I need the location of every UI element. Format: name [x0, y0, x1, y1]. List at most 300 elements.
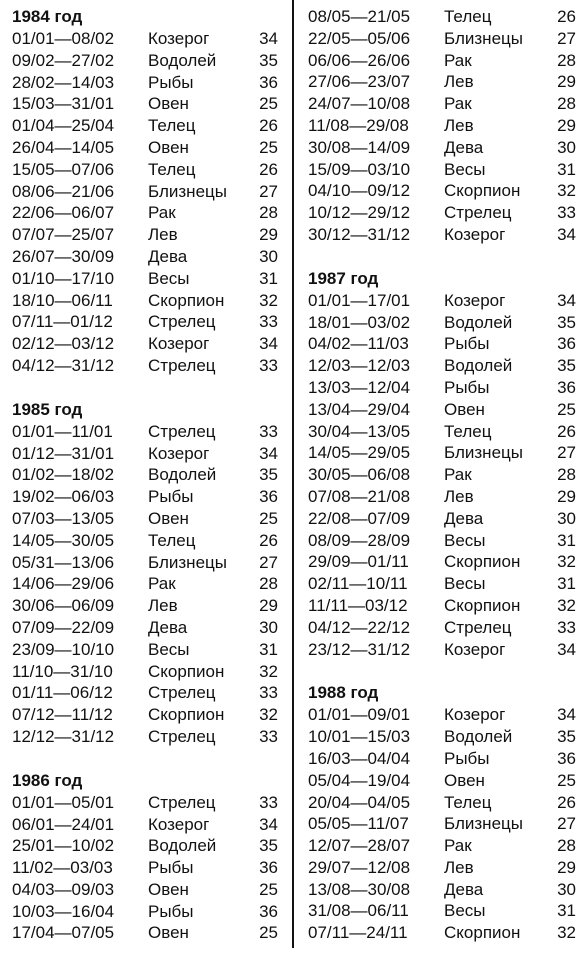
table-row [12, 530, 287, 552]
sign-number: 25 [259, 879, 278, 899]
table-row [12, 421, 287, 443]
date-range: 15/09—03/10 [308, 159, 411, 179]
sign-number: 36 [259, 858, 278, 878]
table-row [12, 246, 287, 268]
zodiac-sign: Дева [148, 246, 188, 266]
table-row [12, 181, 287, 203]
table-row [12, 486, 287, 508]
table-row [308, 421, 580, 443]
table-row [12, 617, 287, 639]
date-range: 01/02—18/02 [12, 465, 115, 485]
zodiac-sign: Стрелец [148, 726, 216, 746]
sign-number: 26 [259, 116, 278, 136]
date-range: 30/06—06/09 [12, 596, 115, 616]
date-range: 11/10—31/10 [12, 661, 113, 681]
date-range: 30/05—06/08 [308, 465, 411, 485]
date-range: 01/01—05/01 [12, 792, 115, 812]
sign-number: 27 [557, 28, 576, 48]
sign-number: 35 [259, 836, 278, 856]
table-row [12, 464, 287, 486]
zodiac-sign: Водолей [148, 465, 217, 485]
sign-number: 29 [259, 596, 278, 616]
zodiac-sign: Козерог [444, 639, 506, 659]
date-range: 05/31—13/06 [12, 552, 115, 572]
date-range: 04/03—09/03 [12, 879, 115, 899]
date-range: 17/04—07/05 [12, 923, 115, 943]
sign-number: 34 [259, 334, 278, 354]
table-row [308, 50, 580, 72]
zodiac-sign: Рак [444, 836, 472, 856]
table-row [12, 552, 287, 574]
table-row [308, 551, 580, 573]
table-row [12, 573, 287, 595]
zodiac-sign: Весы [444, 530, 486, 550]
table-row [308, 792, 580, 814]
section-gap [12, 748, 287, 770]
table-row [12, 268, 287, 290]
zodiac-sign: Овен [148, 508, 189, 528]
zodiac-sign: Козерог [148, 443, 210, 463]
date-range: 14/05—29/05 [308, 443, 411, 463]
table-row [308, 530, 580, 552]
table-row [308, 508, 580, 530]
table-row [308, 813, 580, 835]
sign-number: 25 [259, 923, 278, 943]
zodiac-sign: Весы [148, 268, 190, 288]
date-range: 22/06—06/07 [12, 203, 115, 223]
date-range: 05/05—11/07 [308, 814, 409, 834]
date-range: 04/12—31/12 [12, 355, 115, 375]
table-row [12, 115, 287, 137]
date-range: 13/04—29/04 [308, 399, 411, 419]
sign-number: 35 [259, 50, 278, 70]
zodiac-sign: Лев [444, 486, 474, 506]
zodiac-sign: Дева [444, 137, 484, 157]
table-row [308, 573, 580, 595]
date-range: 18/01—03/02 [308, 312, 411, 332]
zodiac-sign: Стрелец [444, 203, 512, 223]
sign-number: 28 [557, 94, 576, 114]
zodiac-sign: Скорпион [148, 661, 225, 681]
date-range: 31/08—06/11 [308, 901, 409, 921]
table-row [308, 748, 580, 770]
zodiac-sign: Лев [444, 115, 474, 135]
date-range: 10/01—15/03 [308, 727, 411, 747]
zodiac-sign: Лев [148, 225, 178, 245]
date-range: 02/12—03/12 [12, 334, 115, 354]
sign-number: 32 [557, 552, 576, 572]
sign-number: 36 [557, 377, 576, 397]
zodiac-sign: Овен [148, 879, 189, 899]
table-row [308, 137, 580, 159]
sign-number: 26 [557, 421, 576, 441]
date-range: 29/07—12/08 [308, 857, 411, 877]
zodiac-sign: Рыбы [148, 901, 194, 921]
table-row [12, 93, 287, 115]
table-row [308, 355, 580, 377]
sign-number: 36 [557, 334, 576, 354]
table-row [308, 442, 580, 464]
table-row [308, 617, 580, 639]
date-range: 08/09—28/09 [308, 530, 411, 550]
table-row [12, 311, 287, 333]
table-row [12, 443, 287, 465]
section-gap [308, 246, 580, 268]
zodiac-sign: Водолей [148, 836, 217, 856]
zodiac-sign: Скорпион [444, 181, 521, 201]
zodiac-sign: Водолей [444, 312, 513, 332]
sign-number: 36 [557, 748, 576, 768]
date-range: 12/03—12/03 [308, 356, 411, 376]
sign-number: 36 [259, 901, 278, 921]
zodiac-sign: Телец [444, 7, 492, 26]
date-range: 30/12—31/12 [308, 224, 411, 244]
date-range: 10/12—29/12 [308, 203, 411, 223]
sign-number: 31 [557, 901, 576, 921]
date-range: 07/08—21/08 [308, 486, 411, 506]
year-heading: 1985 год [12, 399, 83, 419]
sign-number: 25 [259, 137, 278, 157]
date-range: 30/08—14/09 [308, 137, 411, 157]
sign-number: 25 [557, 770, 576, 790]
table-row [308, 71, 580, 93]
table-row [12, 704, 287, 726]
zodiac-sign: Рак [148, 574, 176, 594]
date-range: 15/05—07/06 [12, 159, 115, 179]
sign-number: 32 [259, 661, 278, 681]
zodiac-sign: Рыбы [148, 858, 194, 878]
table-row [308, 93, 580, 115]
zodiac-sign: Водолей [148, 50, 217, 70]
date-range: 11/02—03/03 [12, 858, 113, 878]
sign-number: 29 [557, 72, 576, 92]
sign-number: 34 [259, 814, 278, 834]
sign-number: 26 [557, 792, 576, 812]
table-row [308, 377, 580, 399]
sign-number: 34 [557, 224, 576, 244]
date-range: 08/06—21/06 [12, 181, 115, 201]
year-heading: 1987 год [308, 268, 379, 288]
zodiac-sign: Водолей [444, 727, 513, 747]
sign-number: 31 [259, 639, 278, 659]
sign-number: 30 [557, 879, 576, 899]
sign-number: 30 [259, 617, 278, 637]
zodiac-sign: Стрелец [148, 421, 216, 441]
sign-number: 31 [557, 574, 576, 594]
zodiac-sign: Телец [444, 792, 492, 812]
zodiac-sign: Козерог [444, 705, 506, 725]
sign-number: 30 [259, 246, 278, 266]
zodiac-sign: Дева [148, 617, 188, 637]
table-row [12, 508, 287, 530]
table-row [12, 355, 287, 377]
table-row [308, 857, 580, 879]
date-range: 01/01—09/01 [308, 705, 411, 725]
zodiac-sign: Рак [444, 465, 472, 485]
zodiac-sign: Дева [444, 879, 484, 899]
date-range: 01/01—17/01 [308, 290, 411, 310]
table-row [308, 312, 580, 334]
sign-number: 32 [259, 290, 278, 310]
sign-number: 31 [557, 159, 576, 179]
date-range: 04/10—09/12 [308, 181, 411, 201]
zodiac-sign: Лев [148, 596, 178, 616]
sign-number: 34 [259, 443, 278, 463]
date-range: 26/04—14/05 [12, 137, 115, 157]
sign-number: 33 [557, 617, 576, 637]
table-row [12, 50, 287, 72]
date-range: 11/11—03/12 [308, 595, 408, 615]
table-row [12, 814, 287, 836]
table-row [308, 28, 580, 50]
zodiac-sign: Рыбы [444, 377, 490, 397]
zodiac-sign: Скорпион [444, 552, 521, 572]
table-row [308, 486, 580, 508]
table-row [308, 595, 580, 617]
sign-number: 26 [259, 159, 278, 179]
zodiac-sign: Близнецы [444, 443, 523, 463]
date-range: 24/07—10/08 [308, 94, 411, 114]
table-row [308, 770, 580, 792]
date-range: 15/03—31/01 [12, 94, 115, 114]
date-range: 14/06—29/06 [12, 574, 115, 594]
zodiac-sign: Стрелец [148, 312, 216, 332]
date-range: 01/04—25/04 [12, 116, 115, 136]
zodiac-sign: Рак [444, 50, 472, 70]
table-row [12, 224, 287, 246]
sign-number: 34 [557, 639, 576, 659]
zodiac-sign: Рыбы [148, 72, 194, 92]
section-gap [308, 660, 580, 682]
zodiac-sign: Водолей [444, 356, 513, 376]
sign-number: 27 [557, 814, 576, 834]
year-heading: 1986 год [12, 770, 83, 790]
zodiac-sign: Близнецы [148, 181, 227, 201]
sign-number: 33 [259, 683, 278, 703]
sign-number: 29 [259, 225, 278, 245]
sign-number: 33 [259, 312, 278, 332]
date-range: 01/11—06/12 [12, 683, 113, 703]
date-range: 29/09—01/11 [308, 552, 409, 572]
zodiac-sign: Овен [148, 94, 189, 114]
zodiac-sign: Телец [148, 159, 196, 179]
table-row [12, 159, 287, 181]
column-divider [292, 0, 294, 948]
sign-number: 34 [557, 705, 576, 725]
zodiac-sign: Овен [148, 137, 189, 157]
date-range: 14/05—30/05 [12, 530, 115, 550]
zodiac-sign: Телец [148, 116, 196, 136]
date-range: 07/11—24/11 [308, 923, 408, 943]
date-range: 05/04—19/04 [308, 770, 411, 790]
zodiac-sign: Козерог [444, 290, 506, 310]
date-range: 22/05—05/06 [308, 28, 411, 48]
zodiac-sign: Овен [444, 770, 485, 790]
date-range: 07/09—22/09 [12, 617, 115, 637]
table-row [308, 704, 580, 726]
zodiac-sign: Рак [444, 94, 472, 114]
table-row [308, 464, 580, 486]
table-row [12, 901, 287, 923]
sign-number: 28 [259, 574, 278, 594]
zodiac-sign: Стрелец [148, 355, 216, 375]
table-row [12, 290, 287, 312]
table-row [12, 726, 287, 748]
date-range: 01/01—08/02 [12, 29, 115, 48]
sign-number: 33 [259, 726, 278, 746]
date-range: 22/08—07/09 [308, 508, 411, 528]
sign-number: 33 [557, 203, 576, 223]
date-range: 13/03—12/04 [308, 377, 411, 397]
date-range: 18/10—06/11 [12, 290, 113, 310]
table-row [308, 399, 580, 421]
sign-number: 30 [557, 508, 576, 528]
table-row [12, 792, 287, 814]
zodiac-sign: Близнецы [444, 28, 523, 48]
sign-number: 31 [259, 268, 278, 288]
table-row [12, 639, 287, 661]
date-range: 12/07—28/07 [308, 836, 411, 856]
date-range: 30/04—13/05 [308, 421, 411, 441]
year-heading: 1984 год [12, 7, 83, 26]
sign-number: 35 [557, 356, 576, 376]
zodiac-sign: Козерог [148, 334, 210, 354]
date-range: 25/01—10/02 [12, 836, 115, 856]
date-range: 01/10—17/10 [12, 268, 115, 288]
zodiac-sign: Близнецы [148, 552, 227, 572]
date-range: 02/11—10/11 [308, 574, 408, 594]
date-range: 10/03—16/04 [12, 901, 115, 921]
sign-number: 29 [557, 486, 576, 506]
zodiac-sign: Овен [444, 399, 485, 419]
sign-number: 29 [557, 857, 576, 877]
sign-number: 33 [259, 355, 278, 375]
table-row [12, 661, 287, 683]
table-row [308, 159, 580, 181]
zodiac-sign: Стрелец [444, 617, 512, 637]
table-row [12, 857, 287, 879]
date-range: 01/01—11/01 [12, 421, 113, 441]
table-row [308, 115, 580, 137]
table-row [308, 879, 580, 901]
zodiac-sign: Козерог [444, 224, 506, 244]
zodiac-sign: Скорпион [444, 923, 521, 943]
zodiac-sign: Дева [444, 508, 484, 528]
sign-number: 32 [557, 181, 576, 201]
zodiac-sign: Скорпион [444, 595, 521, 615]
sign-number: 35 [557, 312, 576, 332]
sign-number: 26 [557, 7, 576, 26]
sign-number: 31 [557, 530, 576, 550]
table-row [12, 28, 287, 50]
date-range: 08/05—21/05 [308, 7, 411, 26]
date-range: 01/12—31/01 [12, 443, 115, 463]
sign-number: 26 [259, 530, 278, 550]
sign-number: 27 [557, 443, 576, 463]
date-range: 23/12—31/12 [308, 639, 411, 659]
zodiac-sign: Стрелец [148, 683, 216, 703]
table-row [308, 6, 580, 28]
date-range: 07/07—25/07 [12, 225, 115, 245]
zodiac-sign: Лев [444, 72, 474, 92]
sign-number: 32 [259, 705, 278, 725]
sign-number: 35 [259, 465, 278, 485]
sign-number: 30 [557, 137, 576, 157]
date-range: 09/02—27/02 [12, 50, 115, 70]
zodiac-sign: Весы [148, 639, 190, 659]
table-row [308, 180, 580, 202]
sign-number: 32 [557, 595, 576, 615]
table-row [308, 333, 580, 355]
table-row [308, 290, 580, 312]
date-range: 19/02—06/03 [12, 487, 115, 507]
table-row [12, 835, 287, 857]
zodiac-sign: Рыбы [444, 334, 490, 354]
date-range: 20/04—04/05 [308, 792, 411, 812]
zodiac-sign: Телец [148, 530, 196, 550]
table-row [12, 72, 287, 94]
zodiac-sign: Лев [444, 857, 474, 877]
zodiac-sign: Телец [444, 421, 492, 441]
table-row [308, 835, 580, 857]
table-row [308, 224, 580, 246]
date-range: 16/03—04/04 [308, 748, 411, 768]
zodiac-sign: Козерог [148, 29, 210, 48]
date-range: 12/12—31/12 [12, 726, 115, 746]
sign-number: 28 [259, 203, 278, 223]
date-range: 04/02—11/03 [308, 334, 409, 354]
sign-number: 25 [259, 508, 278, 528]
date-range: 28/02—14/03 [12, 72, 115, 92]
zodiac-sign: Стрелец [148, 792, 216, 812]
zodiac-sign: Рак [148, 203, 176, 223]
zodiac-sign: Скорпион [148, 705, 225, 725]
date-range: 07/03—13/05 [12, 508, 115, 528]
table-row [308, 639, 580, 661]
table-row [12, 922, 287, 944]
sign-number: 28 [557, 836, 576, 856]
date-range: 26/07—30/09 [12, 246, 115, 266]
year-heading: 1988 год [308, 683, 379, 703]
sign-number: 29 [557, 115, 576, 135]
table-row [12, 879, 287, 901]
date-range: 07/12—11/12 [12, 705, 113, 725]
date-range: 27/06—23/07 [308, 72, 411, 92]
section-gap [12, 377, 287, 399]
table-row [12, 202, 287, 224]
table-row [12, 595, 287, 617]
zodiac-sign: Козерог [148, 814, 210, 834]
table-row [12, 137, 287, 159]
sign-number: 36 [259, 72, 278, 92]
zodiac-sign: Скорпион [148, 290, 225, 310]
zodiac-sign: Близнецы [444, 814, 523, 834]
sign-number: 28 [557, 465, 576, 485]
zodiac-sign: Весы [444, 574, 486, 594]
date-range: 06/01—24/01 [12, 814, 115, 834]
zodiac-sign: Рыбы [148, 487, 194, 507]
sign-number: 27 [259, 181, 278, 201]
left-column [12, 6, 287, 944]
sign-number: 34 [259, 29, 278, 48]
zodiac-sign: Рыбы [444, 748, 490, 768]
zodiac-sign: Овен [148, 923, 189, 943]
sign-number: 25 [259, 94, 278, 114]
sign-number: 27 [259, 552, 278, 572]
sign-number: 34 [557, 290, 576, 310]
date-range: 04/12—22/12 [308, 617, 411, 637]
sign-number: 32 [557, 923, 576, 943]
